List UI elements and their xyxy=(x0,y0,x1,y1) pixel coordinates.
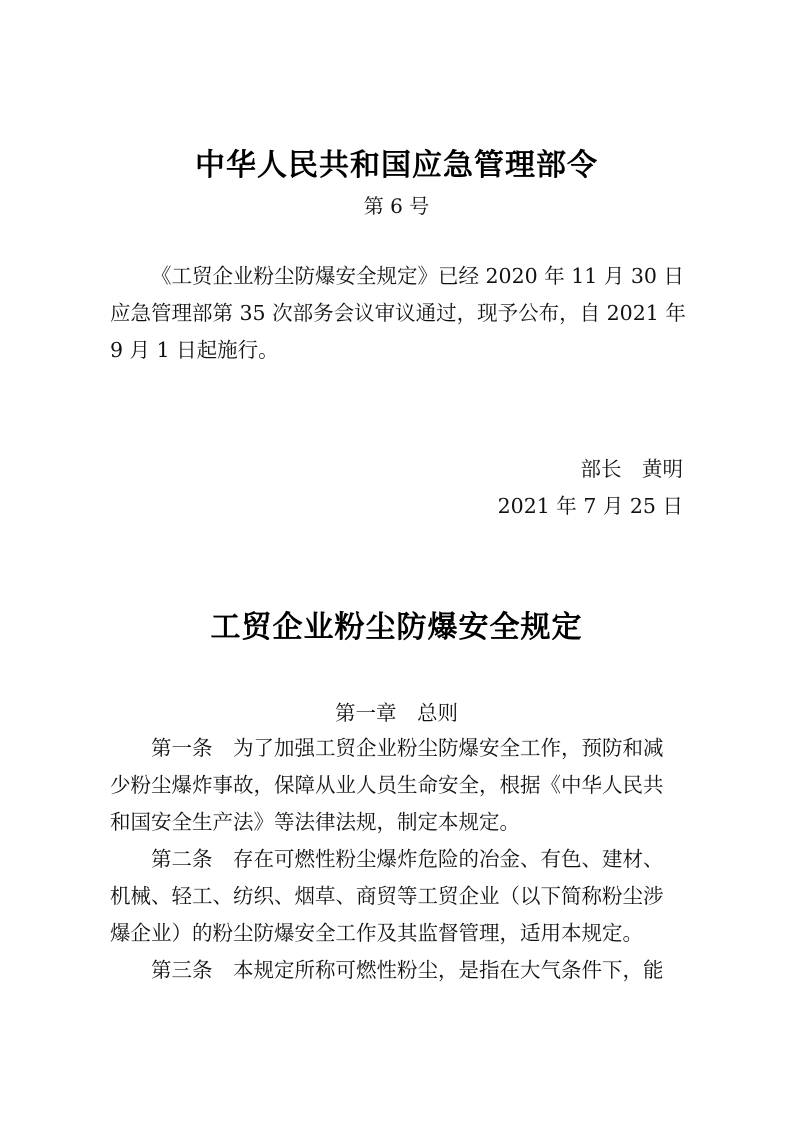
preamble-line: 9 月 1 日起施行。 xyxy=(110,338,279,362)
order-title: 中华人民共和国应急管理部令 xyxy=(195,148,598,183)
article-line: 和国安全生产法》等法律法规，制定本规定。 xyxy=(110,810,520,834)
regulation-title: 工贸企业粉尘防爆安全规定 xyxy=(210,610,583,645)
preamble-line: 《工贸企业粉尘防爆安全规定》已经 2020 年 11 月 30 日 xyxy=(151,264,684,288)
order-number: 第 6 号 xyxy=(363,194,430,218)
article-line: 第二条 存在可燃性粉尘爆炸危险的冶金、有色、建材、 xyxy=(151,847,664,871)
signing-date: 2021 年 7 月 25 日 xyxy=(497,494,683,518)
article-line: 第三条 本规定所称可燃性粉尘，是指在大气条件下，能 xyxy=(151,958,664,982)
article-line: 机械、轻工、纺织、烟草、商贸等工贸企业（以下简称粉尘涉 xyxy=(110,884,664,908)
article-line: 少粉尘爆炸事故，保障从业人员生命安全，根据《中华人民共 xyxy=(110,773,664,797)
article-3 xyxy=(110,952,683,989)
article-line: 第一条 为了加强工贸企业粉尘防爆安全工作，预防和减 xyxy=(151,736,664,760)
article-line: 爆企业）的粉尘防爆安全工作及其监督管理，适用本规定。 xyxy=(110,921,643,945)
preamble-line: 应急管理部第 35 次部务会议审议通过，现予公布，自 2021 年 xyxy=(110,301,686,325)
article-1 xyxy=(110,730,683,841)
chapter-heading: 第一章 总则 xyxy=(335,701,458,725)
article-2 xyxy=(110,841,683,952)
signatory: 部长 黄明 xyxy=(580,457,683,481)
order-preamble xyxy=(110,258,686,369)
